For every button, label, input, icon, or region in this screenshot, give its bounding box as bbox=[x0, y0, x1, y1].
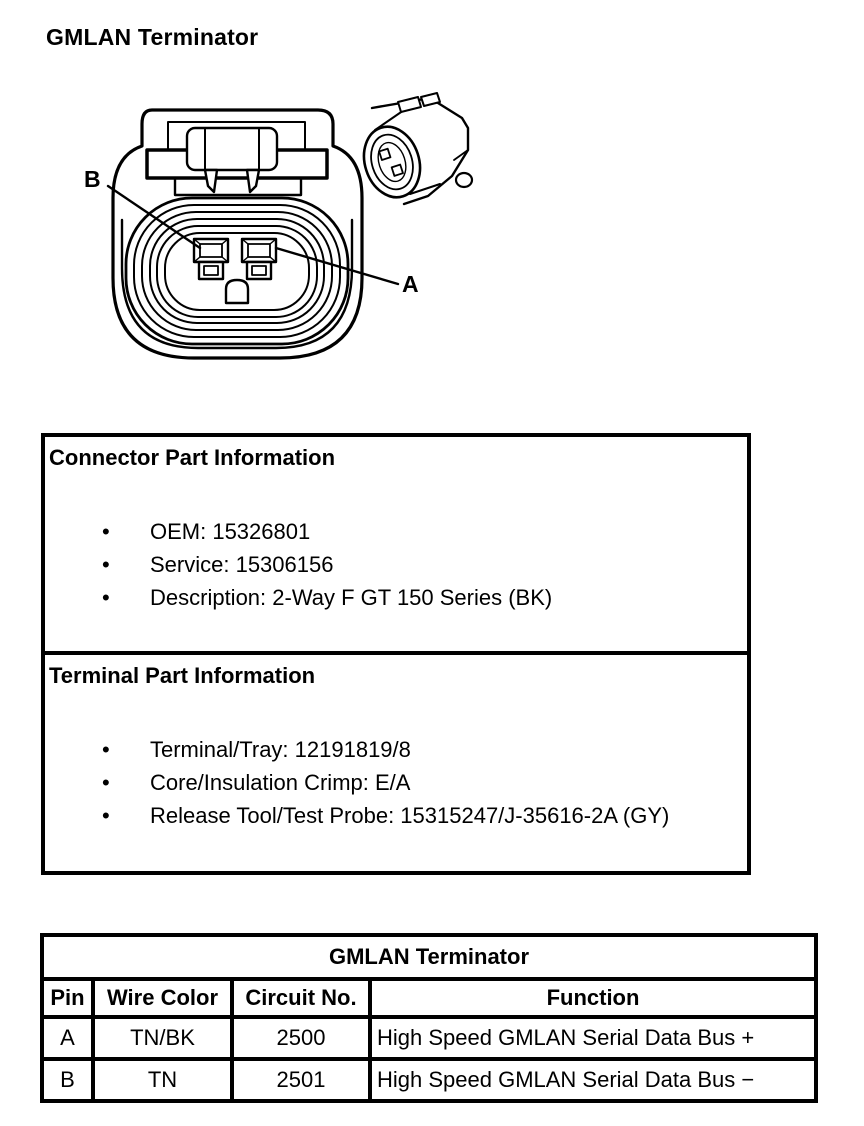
list-item-text: Core/Insulation Crimp: E/A bbox=[150, 770, 411, 795]
terminal-part-info-heading: Terminal Part Information bbox=[49, 663, 316, 688]
terminal-part-info-list bbox=[45, 733, 747, 832]
list-item bbox=[45, 548, 747, 581]
table-title: GMLAN Terminator bbox=[42, 935, 816, 979]
cell-circuit-no: 2501 bbox=[232, 1059, 370, 1101]
list-item-text: Release Tool/Test Probe: 15315247/J-35616-2A (GY) bbox=[150, 803, 670, 828]
list-item-text: Service: 15306156 bbox=[150, 552, 334, 577]
cell-pin: A bbox=[42, 1017, 93, 1059]
col-header-wire-color: Wire Color bbox=[93, 979, 232, 1017]
bullet-icon: • bbox=[102, 803, 110, 828]
cell-circuit-no: 2500 bbox=[232, 1017, 370, 1059]
list-item bbox=[45, 766, 747, 799]
list-item bbox=[45, 581, 747, 614]
connector-part-info-heading: Connector Part Information bbox=[49, 445, 336, 470]
bullet-icon: • bbox=[102, 519, 110, 544]
part-information-box bbox=[41, 433, 751, 875]
list-item bbox=[45, 799, 747, 832]
table-row bbox=[42, 1017, 816, 1059]
col-header-pin: Pin bbox=[42, 979, 93, 1017]
pin-label-b: B bbox=[84, 166, 101, 192]
connector-part-info-section bbox=[45, 437, 747, 651]
list-item-text: OEM: 15326801 bbox=[150, 519, 311, 544]
pin-label-a: A bbox=[402, 271, 419, 297]
bullet-icon: • bbox=[102, 552, 110, 577]
col-header-function: Function bbox=[370, 979, 816, 1017]
cell-function: High Speed GMLAN Serial Data Bus + bbox=[370, 1017, 816, 1059]
list-item-text: Terminal/Tray: 12191819/8 bbox=[150, 737, 411, 762]
list-item bbox=[45, 733, 747, 766]
connector-drawing bbox=[65, 88, 485, 368]
bullet-icon: • bbox=[102, 737, 110, 762]
list-item-text: Description: 2-Way F GT 150 Series (BK) bbox=[150, 585, 553, 610]
leader-line-a bbox=[276, 248, 398, 284]
cell-wire-color: TN/BK bbox=[93, 1017, 232, 1059]
connector-front-view bbox=[113, 110, 362, 358]
connector-part-info-list bbox=[45, 515, 747, 614]
terminal-part-info-section bbox=[45, 651, 747, 871]
page-title: GMLAN Terminator bbox=[46, 24, 259, 50]
table-header-row bbox=[42, 979, 816, 1017]
cell-wire-color: TN bbox=[93, 1059, 232, 1101]
bullet-icon: • bbox=[102, 585, 110, 610]
table-title-row bbox=[42, 935, 816, 979]
pin-function-table bbox=[40, 933, 818, 1103]
connector-iso-view bbox=[355, 93, 472, 205]
bullet-icon: • bbox=[102, 770, 110, 795]
connector-diagram bbox=[65, 88, 485, 368]
cell-function: High Speed GMLAN Serial Data Bus − bbox=[370, 1059, 816, 1101]
list-item bbox=[45, 515, 747, 548]
cell-pin: B bbox=[42, 1059, 93, 1101]
col-header-circuit-no: Circuit No. bbox=[232, 979, 370, 1017]
table-row bbox=[42, 1059, 816, 1101]
